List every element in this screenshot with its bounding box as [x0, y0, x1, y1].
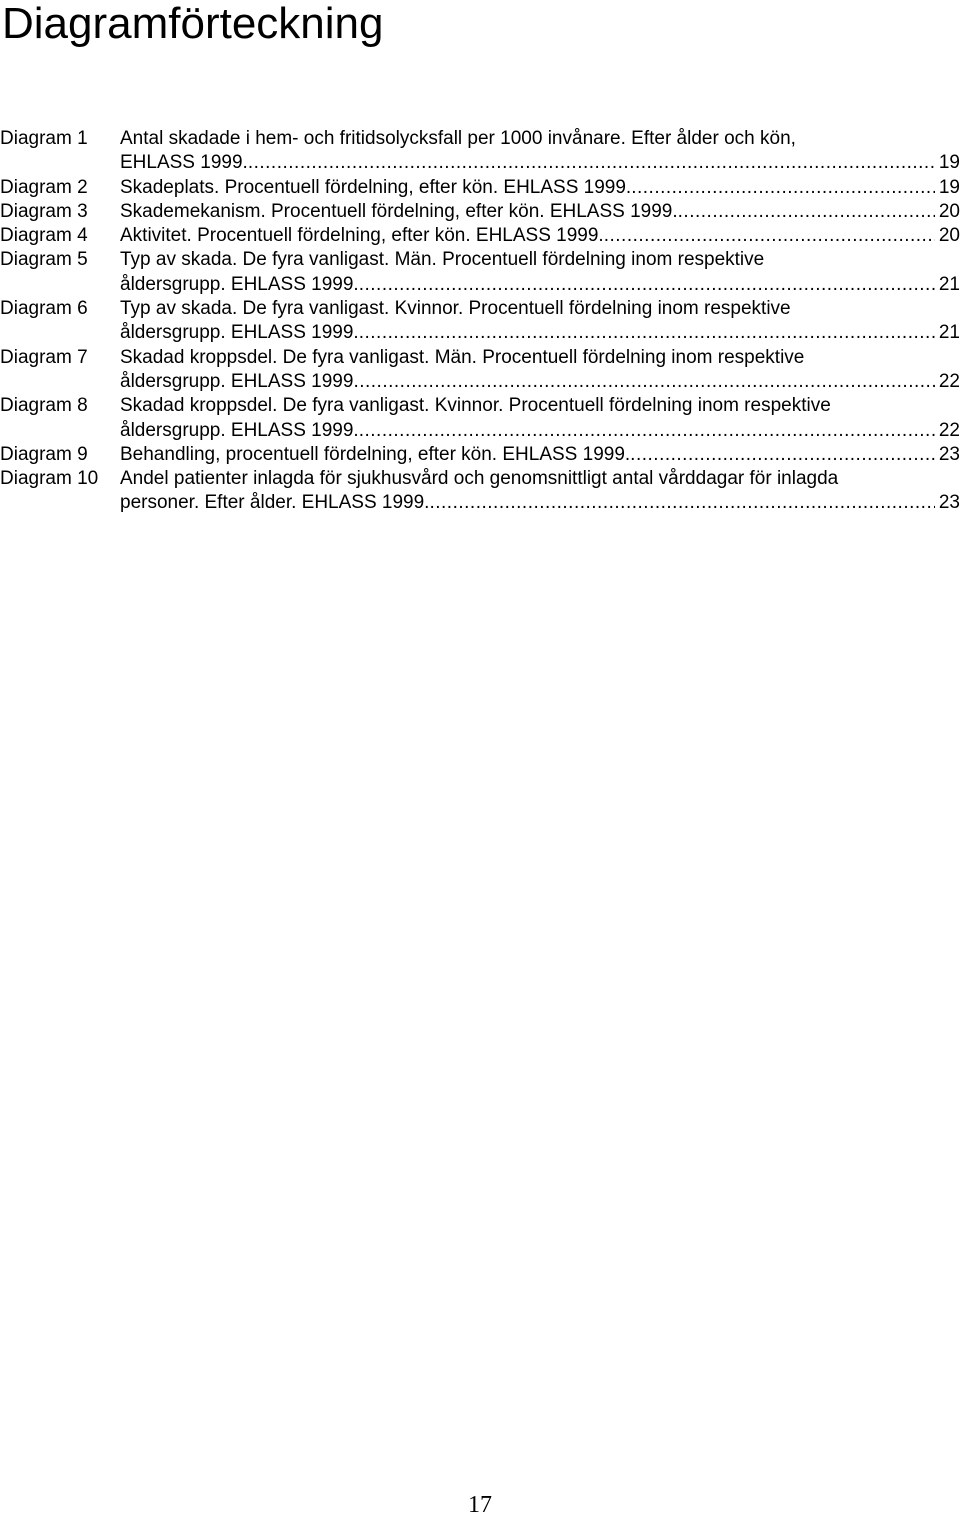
entry-label: Diagram 2: [0, 176, 88, 198]
entry-caption-end: personer. Efter ålder. EHLASS 1999.: [120, 492, 430, 514]
entry-leader-line: [120, 321, 960, 345]
entry-caption-line: Antal skadade i hem- och fritidsolycksfall per 1000 invånare. Efter ålder och kön,: [120, 128, 796, 149]
entry-page-number: 23: [938, 492, 960, 514]
entry-page-number: 21: [938, 273, 960, 295]
entry-label: Diagram 8: [0, 395, 88, 417]
dot-leader: [631, 176, 935, 200]
toc-entry[interactable]: [0, 394, 960, 443]
entry-caption: [120, 443, 960, 467]
entry-leader-line: [120, 273, 960, 297]
entry-label: Diagram 7: [0, 346, 88, 368]
dot-leader: [604, 224, 935, 248]
toc-entry[interactable]: [0, 224, 960, 248]
entry-caption-line: Skadad kroppsdel. De fyra vanligast. Kvinnor. Procentuell fördelning inom respektive: [120, 395, 831, 417]
entry-caption-line: Typ av skada. De fyra vanligast. Kvinnor. Procentuell fördelning inom respektive: [120, 298, 791, 320]
entry-page-number: 21: [938, 322, 960, 344]
entry-page-number: 19: [938, 176, 960, 198]
entry-leader-line: [120, 176, 960, 200]
entry-caption-end: åldersgrupp. EHLASS 1999: [120, 370, 354, 392]
entry-caption: [120, 297, 960, 346]
toc-entry[interactable]: [0, 176, 960, 200]
entry-caption: [120, 248, 960, 297]
entry-page-number: 20: [938, 200, 960, 222]
entry-caption-line: Skadad kroppsdel. De fyra vanligast. Män. Procentuell fördelning inom respektive: [120, 346, 805, 368]
entry-label: Diagram 6: [0, 298, 88, 320]
list-of-figures: [0, 127, 960, 516]
entry-leader-line: [120, 200, 960, 224]
entry-label: Diagram 3: [0, 200, 88, 222]
entry-label: Diagram 9: [0, 443, 88, 465]
dot-leader: [353, 370, 934, 394]
toc-entry[interactable]: [0, 297, 960, 346]
entry-leader-line: [120, 224, 960, 248]
entry-caption-end: åldersgrupp. EHLASS 1999.: [120, 273, 359, 295]
dot-leader: [248, 151, 935, 175]
entry-caption-end: Skademekanism. Procentuell fördelning, efter kön. EHLASS 1999.: [120, 200, 678, 222]
dot-leader: [359, 321, 935, 345]
entry-label: Diagram 1: [0, 128, 88, 149]
dot-leader: [429, 491, 934, 515]
entry-caption-end: Behandling, procentuell fördelning, efter kön. EHLASS 1999.: [120, 443, 631, 465]
entry-leader-line: [120, 151, 960, 175]
entry-caption: [120, 127, 960, 176]
entry-page-number: 23: [938, 443, 960, 465]
toc-entry[interactable]: [0, 346, 960, 395]
entry-leader-line: [120, 419, 960, 443]
entry-leader-line: [120, 491, 960, 515]
dot-leader: [678, 200, 935, 224]
entry-page-number: 22: [938, 370, 960, 392]
entry-label: Diagram 4: [0, 225, 88, 247]
entry-caption: [120, 224, 960, 248]
dot-leader: [359, 273, 935, 297]
entry-caption-end: EHLASS 1999.: [120, 152, 248, 174]
toc-entry[interactable]: [0, 127, 960, 176]
entry-page-number: 20: [938, 225, 960, 247]
entry-leader-line: [120, 370, 960, 394]
dot-leader: [359, 419, 935, 443]
entry-label: Diagram 5: [0, 249, 88, 271]
page-title: Diagramförteckning: [2, 0, 384, 48]
entry-caption-end: åldersgrupp. EHLASS 1999.: [120, 419, 359, 441]
entry-page-number: 22: [938, 419, 960, 441]
toc-entry[interactable]: [0, 200, 960, 224]
page-number: 17: [468, 1492, 492, 1518]
toc-entry[interactable]: [0, 248, 960, 297]
entry-caption: [120, 394, 960, 443]
entry-caption-end: Aktivitet. Procentuell fördelning, efter kön. EHLASS 1999.: [120, 225, 604, 247]
toc-entry[interactable]: [0, 443, 960, 467]
entry-page-number: 19: [938, 152, 960, 174]
entry-caption-line: Typ av skada. De fyra vanligast. Män. Procentuell fördelning inom respektive: [120, 249, 765, 271]
entry-label: Diagram 10: [0, 468, 99, 490]
entry-caption: [120, 467, 960, 516]
toc-entry[interactable]: [0, 467, 960, 516]
entry-caption: [120, 200, 960, 224]
entry-caption-line: Andel patienter inlagda för sjukhusvård och genomsnittligt antal vårddagar för inlagda: [120, 468, 839, 490]
entry-caption-end: åldersgrupp. EHLASS 1999.: [120, 322, 359, 344]
entry-caption-end: Skadeplats. Procentuell fördelning, efter kön. EHLASS 1999.: [120, 176, 632, 198]
entry-caption: [120, 346, 960, 395]
entry-leader-line: [120, 443, 960, 467]
entry-caption: [120, 176, 960, 200]
dot-leader: [630, 443, 935, 467]
